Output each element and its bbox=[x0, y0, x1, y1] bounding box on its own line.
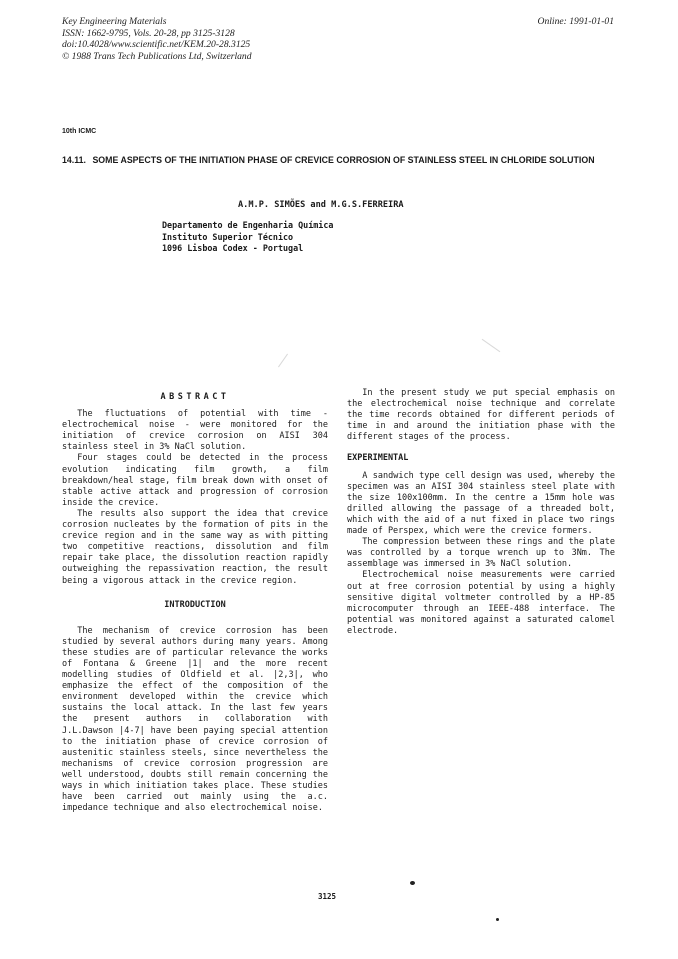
affiliation-line: Departamento de Engenharia Química bbox=[162, 220, 334, 230]
introduction-paragraph: In the present study we put special emphasis on the electrochemical noise technique and correlate the time records obtained for different periods of time in and around the initiation phase with the different stages of the process. bbox=[347, 388, 615, 443]
right-column bbox=[347, 388, 615, 637]
journal-name: Key Engineering Materials bbox=[62, 16, 167, 27]
issn-line: ISSN: 1662-9795, Vols. 20-28, pp 3125-3128 bbox=[62, 27, 235, 39]
abstract-heading: ABSTRACT bbox=[160, 392, 230, 402]
online-date: Online: 1991-01-01 bbox=[537, 16, 614, 27]
authors: A.M.P. SIMÕES and M.G.S.FERREIRA bbox=[238, 200, 404, 210]
introduction-paragraph: The mechanism of crevice corrosion has been studied by several authors during many years. Among these studies are of particular relevance the works of Fontana & Greene |1| and the more recent modelling studies of Oldfield et al. |2,3|, who emphasize the effect of the composition of the environment developed within the crevice which sustains the local attack. In the last few years the present authors in collaboration with J.L.Dawson |4-7| have been paying special attention to the initiation phase of crevice corrosion of austenitic stainless steels, since nevertheless the mechanisms of crevice corrosion progression are well understood, doubts still remain concerning the ways in which initiation takes place. These studies have been carried out mainly using the a.c. impedance technique and also electrochemical noise. bbox=[62, 625, 328, 814]
abstract-paragraph: The fluctuations of potential with time - electrochemical noise - were monitored for the initiation of crevice corrosion on AISI 304 stainless steel in 3% NaCl solution. bbox=[62, 409, 328, 453]
abstract-paragraph: Four stages could be detected in the process evolution indicating film growth, a film breakdown/heal stage, film break down with onset of stable active attack and progression of corrosion inside the crevice. bbox=[62, 453, 328, 508]
paper-number: 14.11. bbox=[62, 155, 86, 165]
page-number: 3125 bbox=[318, 892, 337, 901]
scan-speck bbox=[410, 881, 415, 885]
paper-title: SOME ASPECTS OF THE INITIATION PHASE OF CREVICE CORROSION OF STAINLESS STEEL IN CHLORIDE SOLUTION bbox=[92, 155, 595, 165]
doi-line[interactable]: doi:10.4028/www.scientific.net/KEM.20-28.3125 bbox=[62, 39, 251, 50]
left-column bbox=[62, 392, 328, 814]
affiliation-line: Instituto Superior Técnico bbox=[162, 231, 294, 242]
paper-title-block bbox=[62, 154, 622, 166]
experimental-heading: EXPERIMENTAL bbox=[347, 453, 409, 464]
abstract-paragraph: The results also support the idea that crevice corrosion nucleates by the formation of pits in the crevice region and in the same way as with pitting two competitive reactions, dissolution and film repair take place, the dissolution reaction rapidly outweighing the repassivation reaction, the result being a vigorous attack in the crevice region. bbox=[62, 508, 328, 586]
affiliation-line: 1096 Lisboa Codex - Portugal bbox=[162, 243, 304, 254]
copyright-line: © 1988 Trans Tech Publications Ltd, Switzerland bbox=[62, 50, 252, 62]
scan-speck bbox=[496, 918, 499, 921]
journal-header bbox=[62, 16, 252, 62]
conference-label: 10th ICMC bbox=[62, 128, 97, 135]
experimental-paragraph: Electrochemical noise measurements were carried out at free corrosion potential by using a highly sensitive digital voltmeter controlled by a HP-85 microcomputer through an IEEE-488 interface. The potential was monitored against a saturated calomel electrode. bbox=[347, 570, 615, 636]
affiliation bbox=[162, 220, 333, 255]
scan-smudge bbox=[278, 354, 288, 368]
experimental-paragraph: A sandwich type cell design was used, whereby the specimen was an AISI 304 stainless steel plate with the size 100x100mm. In the centre a 15mm hole was drilled allowing the passage of a threaded bolt, which with the aid of a nut fixed in place two rings made of Perspex, which were the crevice formers. bbox=[347, 470, 615, 537]
experimental-paragraph: The compression between these rings and the plate was controlled by a torque wrench up to 3Nm. The assemblage was immersed in 3% NaCl solution. bbox=[347, 537, 615, 570]
scan-smudge bbox=[482, 339, 501, 352]
introduction-heading: INTRODUCTION bbox=[164, 599, 226, 610]
